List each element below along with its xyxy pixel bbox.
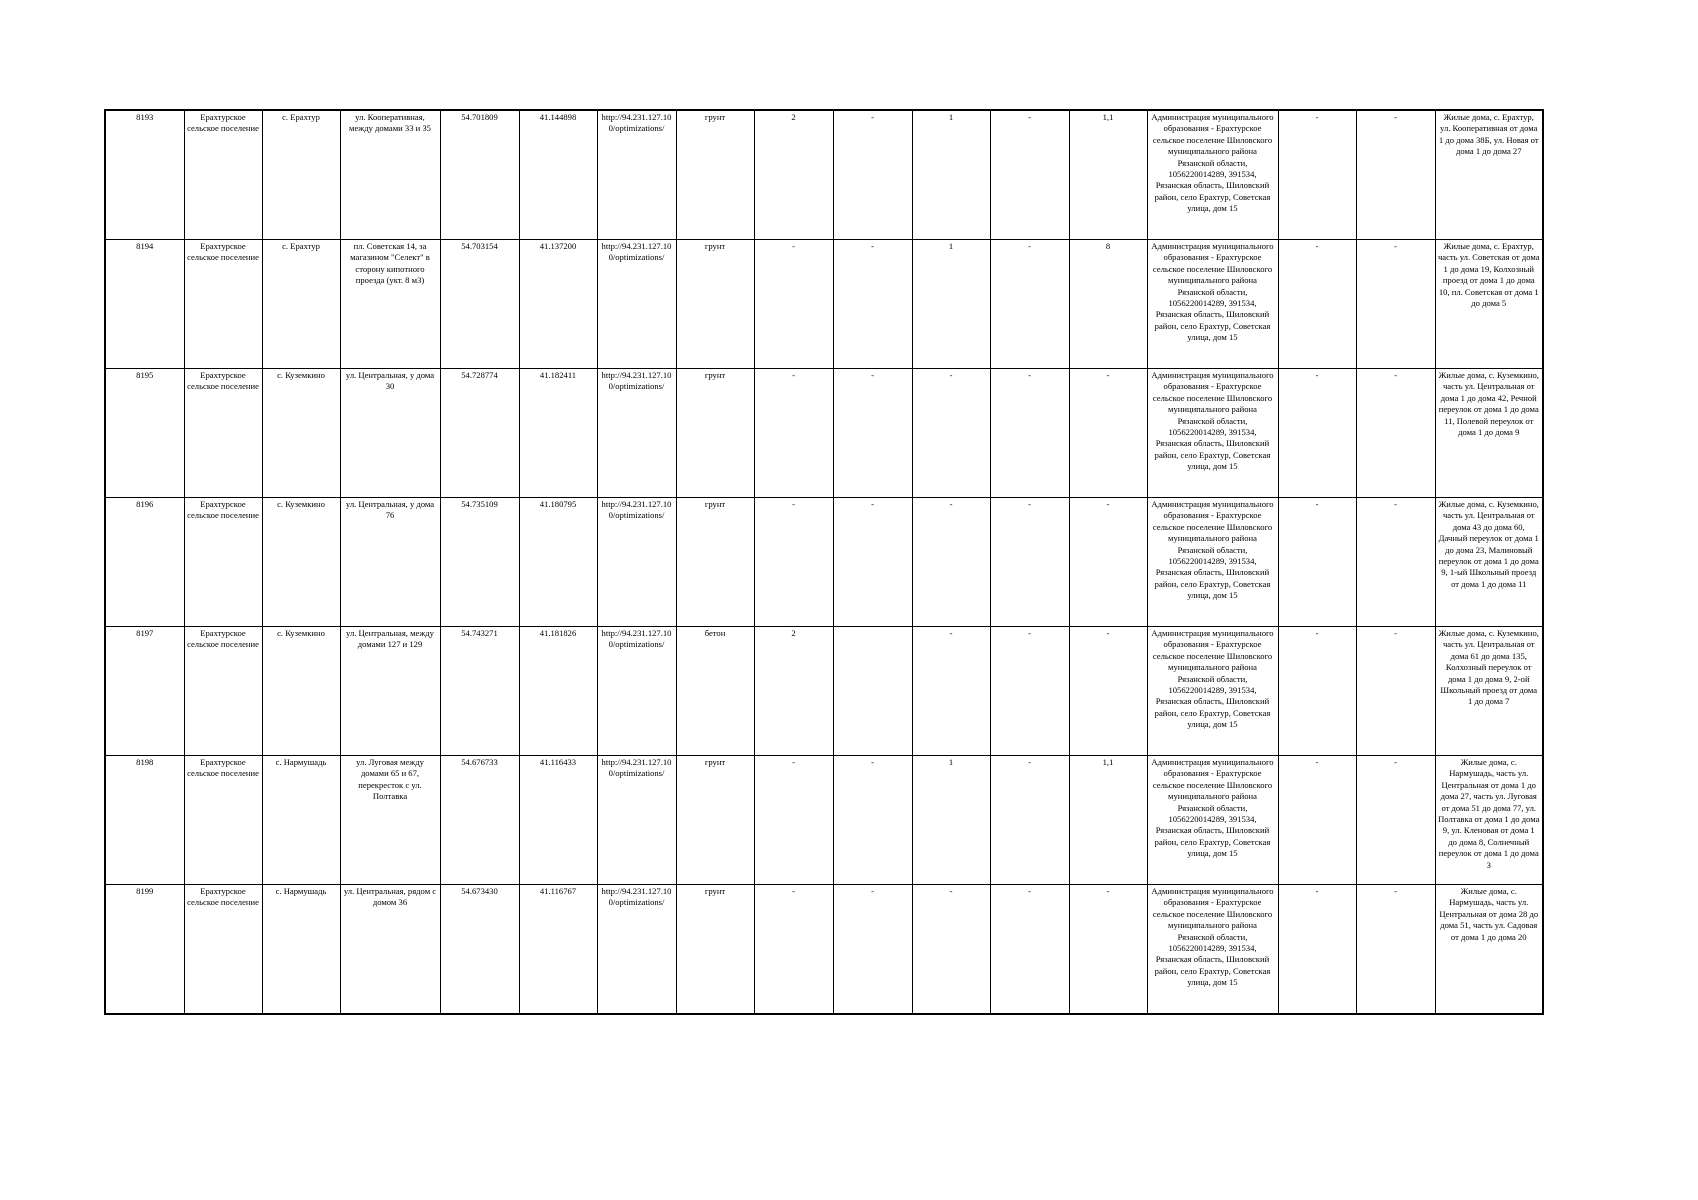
- latitude-cell: 54.676733: [440, 756, 519, 885]
- count-cell-9: -: [754, 885, 833, 1015]
- cell-15: -: [1278, 110, 1356, 240]
- locality-cell: с. Ерахтур: [262, 240, 340, 369]
- address-cell: пл. Советская 14, за магазином "Селект" в сторону кипотного проезда (укт. 8 м3): [340, 240, 440, 369]
- address-cell: ул. Центральная, рядом с домом 36: [340, 885, 440, 1015]
- table-body: [105, 110, 1543, 1014]
- address-cell: ул. Центральная, между домами 127 и 129: [340, 627, 440, 756]
- table-row: [105, 240, 1543, 369]
- surface-cell: грунт: [676, 369, 754, 498]
- sources-cell: Жилые дома, с. Куземкино, часть ул. Центральная от дома 61 до дома 135, Колхозный переулок от дома 1 до дома 9, 2-ой Школьный проезд от дома 1 до дома 7: [1435, 627, 1543, 756]
- url-cell: http://94.231.127.10 0/optimizations/: [597, 627, 676, 756]
- count-cell-12: -: [990, 110, 1069, 240]
- document-sheet: [104, 109, 1544, 1015]
- count-cell-10: -: [833, 240, 912, 369]
- longitude-cell: 41.182411: [519, 369, 597, 498]
- surface-cell: грунт: [676, 110, 754, 240]
- owner-cell: Администрация муниципального образования - Ерахтурское сельское поселение Шиловского муниципального района Рязанской области, 1056220014289, 391534, Рязанская область, Шиловский район, село Ерахтур, Советская улица, дом 15: [1147, 885, 1278, 1015]
- surface-cell: бетон: [676, 627, 754, 756]
- volume-cell: -: [1069, 885, 1147, 1015]
- volume-cell: 8: [1069, 240, 1147, 369]
- count-cell-12: -: [990, 369, 1069, 498]
- surface-cell: грунт: [676, 756, 754, 885]
- count-cell-9: -: [754, 498, 833, 627]
- sources-cell: Жилые дома, с. Куземкино, часть ул. Центральная от дома 1 до дома 42, Речной переулок от дома 1 до дома 11, Полевой переулок от дома 1 до дома 9: [1435, 369, 1543, 498]
- count-cell-11: -: [912, 369, 990, 498]
- settlement-cell: Ерахтурское сельское поселение: [184, 756, 262, 885]
- sources-cell: Жилые дома, с. Куземкино, часть ул. Центральная от дома 43 до дома 60, Дачный переулок от дома 1 до дома 23, Малиновый переулок от дома 1 до дома 9, 1-ый Школьный проезд от дома 1 до дома 11: [1435, 498, 1543, 627]
- surface-cell: грунт: [676, 240, 754, 369]
- count-cell-12: -: [990, 885, 1069, 1015]
- count-cell-11: 1: [912, 756, 990, 885]
- count-cell-12: -: [990, 627, 1069, 756]
- cell-16: -: [1356, 627, 1435, 756]
- table-row: [105, 110, 1543, 240]
- row-number: 8199: [105, 885, 184, 1015]
- count-cell-12: -: [990, 240, 1069, 369]
- row-number: 8198: [105, 756, 184, 885]
- count-cell-10: [833, 627, 912, 756]
- owner-cell: Администрация муниципального образования - Ерахтурское сельское поселение Шиловского муниципального района Рязанской области, 1056220014289, 391534, Рязанская область, Шиловский район, село Ерахтур, Советская улица, дом 15: [1147, 110, 1278, 240]
- surface-cell: грунт: [676, 885, 754, 1015]
- locality-cell: с. Нармушадь: [262, 756, 340, 885]
- cell-16: -: [1356, 240, 1435, 369]
- owner-cell: Администрация муниципального образования - Ерахтурское сельское поселение Шиловского муниципального района Рязанской области, 1056220014289, 391534, Рязанская область, Шиловский район, село Ерахтур, Советская улица, дом 15: [1147, 627, 1278, 756]
- sources-cell: Жилые дома, с. Нармушадь, часть ул. Центральная от дома 28 до дома 51, часть ул. Садовая от дома 1 до дома 20: [1435, 885, 1543, 1015]
- address-cell: ул. Центральная, у дома 76: [340, 498, 440, 627]
- count-cell-10: -: [833, 885, 912, 1015]
- row-number: 8197: [105, 627, 184, 756]
- longitude-cell: 41.137200: [519, 240, 597, 369]
- longitude-cell: 41.144898: [519, 110, 597, 240]
- latitude-cell: 54.701809: [440, 110, 519, 240]
- settlement-cell: Ерахтурское сельское поселение: [184, 498, 262, 627]
- sources-cell: Жилые дома, с. Нармушадь, часть ул. Центральная от дома 1 до дома 27, часть ул. Луговая от дома 51 до дома 77, ул. Полтавка от дома 1 до дома 9, ул. Кленовая от дома 1 до дома 8, Солнечный переулок от дома 1 до дома 3: [1435, 756, 1543, 885]
- locality-cell: с. Нармушадь: [262, 885, 340, 1015]
- owner-cell: Администрация муниципального образования - Ерахтурское сельское поселение Шиловского муниципального района Рязанской области, 1056220014289, 391534, Рязанская область, Шиловский район, село Ерахтур, Советская улица, дом 15: [1147, 240, 1278, 369]
- locality-cell: с. Ерахтур: [262, 110, 340, 240]
- locality-cell: с. Куземкино: [262, 498, 340, 627]
- owner-cell: Администрация муниципального образования - Ерахтурское сельское поселение Шиловского муниципального района Рязанской области, 1056220014289, 391534, Рязанская область, Шиловский район, село Ерахтур, Советская улица, дом 15: [1147, 369, 1278, 498]
- url-cell: http://94.231.127.10 0/optimizations/: [597, 110, 676, 240]
- count-cell-9: 2: [754, 110, 833, 240]
- settlement-cell: Ерахтурское сельское поселение: [184, 369, 262, 498]
- count-cell-11: 1: [912, 240, 990, 369]
- table-row: [105, 756, 1543, 885]
- address-cell: ул. Кооперативная, между домами 33 и 35: [340, 110, 440, 240]
- address-cell: ул. Луговая между домами 65 и 67, перекресток с ул. Полтавка: [340, 756, 440, 885]
- settlement-cell: Ерахтурское сельское поселение: [184, 240, 262, 369]
- latitude-cell: 54.735109: [440, 498, 519, 627]
- count-cell-9: -: [754, 369, 833, 498]
- cell-15: -: [1278, 627, 1356, 756]
- count-cell-10: -: [833, 498, 912, 627]
- url-cell: http://94.231.127.10 0/optimizations/: [597, 240, 676, 369]
- longitude-cell: 41.180795: [519, 498, 597, 627]
- table-row: [105, 627, 1543, 756]
- latitude-cell: 54.673430: [440, 885, 519, 1015]
- count-cell-11: 1: [912, 110, 990, 240]
- count-cell-11: -: [912, 885, 990, 1015]
- count-cell-10: -: [833, 756, 912, 885]
- owner-cell: Администрация муниципального образования - Ерахтурское сельское поселение Шиловского муниципального района Рязанской области, 1056220014289, 391534, Рязанская область, Шиловский район, село Ерахтур, Советская улица, дом 15: [1147, 756, 1278, 885]
- volume-cell: 1,1: [1069, 756, 1147, 885]
- volume-cell: -: [1069, 369, 1147, 498]
- locality-cell: с. Куземкино: [262, 369, 340, 498]
- cell-16: -: [1356, 756, 1435, 885]
- table-row: [105, 369, 1543, 498]
- row-number: 8196: [105, 498, 184, 627]
- latitude-cell: 54.728774: [440, 369, 519, 498]
- settlement-cell: Ерахтурское сельское поселение: [184, 627, 262, 756]
- cell-16: -: [1356, 885, 1435, 1015]
- settlement-cell: Ерахтурское сельское поселение: [184, 110, 262, 240]
- count-cell-11: -: [912, 498, 990, 627]
- table-row: [105, 498, 1543, 627]
- row-number: 8194: [105, 240, 184, 369]
- longitude-cell: 41.116767: [519, 885, 597, 1015]
- count-cell-12: -: [990, 756, 1069, 885]
- volume-cell: -: [1069, 498, 1147, 627]
- count-cell-9: -: [754, 756, 833, 885]
- latitude-cell: 54.743271: [440, 627, 519, 756]
- count-cell-12: -: [990, 498, 1069, 627]
- row-number: 8195: [105, 369, 184, 498]
- settlement-cell: Ерахтурское сельское поселение: [184, 885, 262, 1015]
- row-number: 8193: [105, 110, 184, 240]
- locality-cell: с. Куземкино: [262, 627, 340, 756]
- surface-cell: грунт: [676, 498, 754, 627]
- count-cell-10: -: [833, 110, 912, 240]
- container-sites-table: [104, 109, 1544, 1015]
- sources-cell: Жилые дома, с. Ерахтур, часть ул. Советская от дома 1 до дома 19, Колхозный проезд от дома 1 до дома 10, пл. Советская от дома 1 до дома 5: [1435, 240, 1543, 369]
- longitude-cell: 41.116433: [519, 756, 597, 885]
- volume-cell: 1,1: [1069, 110, 1147, 240]
- count-cell-9: 2: [754, 627, 833, 756]
- count-cell-9: -: [754, 240, 833, 369]
- sources-cell: Жилые дома, с. Ерахтур, ул. Кооперативная от дома 1 до дома 38Б, ул. Новая от дома 1 до дома 27: [1435, 110, 1543, 240]
- cell-15: -: [1278, 756, 1356, 885]
- longitude-cell: 41.181826: [519, 627, 597, 756]
- count-cell-11: -: [912, 627, 990, 756]
- cell-15: -: [1278, 369, 1356, 498]
- url-cell: http://94.231.127.10 0/optimizations/: [597, 756, 676, 885]
- table-row: [105, 885, 1543, 1015]
- cell-16: -: [1356, 498, 1435, 627]
- cell-15: -: [1278, 240, 1356, 369]
- url-cell: http://94.231.127.10 0/optimizations/: [597, 885, 676, 1015]
- cell-16: -: [1356, 369, 1435, 498]
- cell-15: -: [1278, 885, 1356, 1015]
- owner-cell: Администрация муниципального образования - Ерахтурское сельское поселение Шиловского муниципального района Рязанской области, 1056220014289, 391534, Рязанская область, Шиловский район, село Ерахтур, Советская улица, дом 15: [1147, 498, 1278, 627]
- cell-16: -: [1356, 110, 1435, 240]
- volume-cell: -: [1069, 627, 1147, 756]
- cell-15: -: [1278, 498, 1356, 627]
- address-cell: ул. Центральная, у дома 30: [340, 369, 440, 498]
- url-cell: http://94.231.127.10 0/optimizations/: [597, 369, 676, 498]
- count-cell-10: -: [833, 369, 912, 498]
- latitude-cell: 54.703154: [440, 240, 519, 369]
- url-cell: http://94.231.127.10 0/optimizations/: [597, 498, 676, 627]
